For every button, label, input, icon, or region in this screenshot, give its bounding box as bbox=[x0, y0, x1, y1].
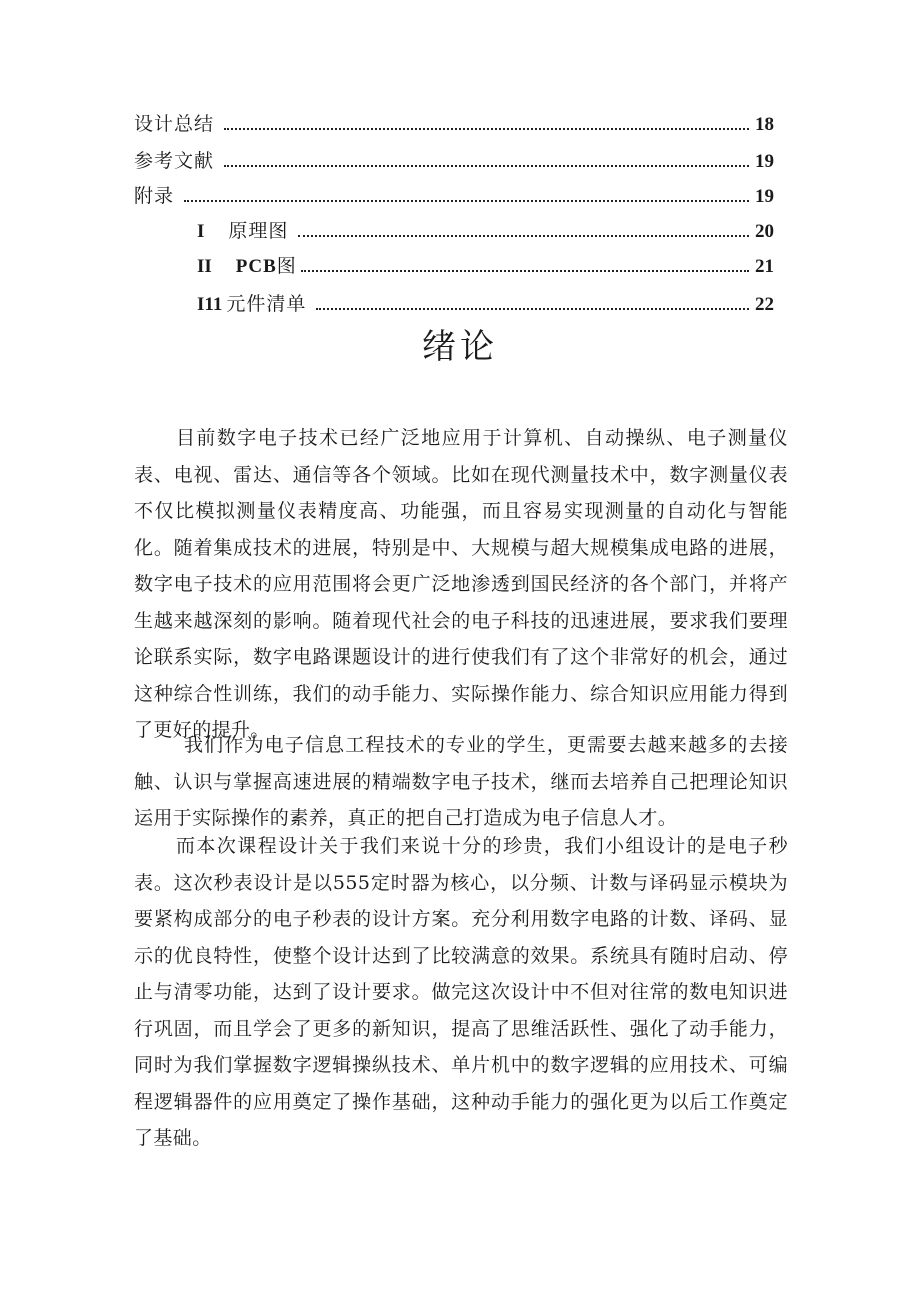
toc-sub-entry-page: 22 bbox=[755, 294, 774, 315]
toc-leader-dots bbox=[301, 270, 749, 272]
toc-entry-label: 附录 bbox=[134, 185, 175, 207]
toc-sub-entry-label-latin: PCB bbox=[235, 256, 277, 277]
toc-sub-entry-label: 原理图 bbox=[228, 220, 289, 242]
toc-sub-entry bbox=[197, 217, 774, 245]
toc-sub-entry-number: I11 bbox=[197, 294, 223, 315]
toc-sub-entry-label: 元件清单 bbox=[226, 293, 307, 315]
toc-entry-page: 19 bbox=[755, 186, 774, 207]
toc-entry-page: 19 bbox=[755, 151, 774, 172]
toc-leader-dots bbox=[224, 128, 749, 130]
toc-leader-dots bbox=[298, 235, 749, 237]
toc-entry-page: 18 bbox=[755, 114, 774, 135]
section-title: 绪论 bbox=[422, 327, 498, 367]
toc-leader-dots bbox=[224, 165, 749, 167]
toc-entry bbox=[134, 147, 774, 175]
body-paragraph: 我们作为电子信息工程技术的专业的学生，更需要去越来越多的去接触、认识与掌握高速进展的精端数字电子技术，继而去培养自己把理论知识运用于实际操作的素养，真正的把自己打造成为电子信息人才。 bbox=[134, 734, 788, 829]
toc-leader-dots bbox=[184, 200, 749, 202]
toc-sub-entry-label: 图 bbox=[276, 255, 297, 277]
toc-leader-dots bbox=[316, 308, 749, 310]
toc-entry-label: 设计总结 bbox=[134, 113, 215, 135]
toc-sub-entry-number: II bbox=[197, 256, 212, 277]
body-paragraph: 而本次课程设计关于我们来说十分的珍贵，我们小组设计的是电子秒表。这次秒表设计是以555定时器为核心，以分频、计数与译码显示模块为要紧构成部分的电子秒表的设计方案。充分利用数字电路的计数、译码、显示的优良特性，使整个设计达到了比较满意的效果。系统具有随时启动、停止与清零功能，达到了设计要求。做完这次设计中不但对往常的数电知识进行巩固，而且学会了更多的新知识，提高了思维活跃性、强化了动手能力，同时为我们掌握数字逻辑操纵技术、单片机中的数字逻辑的应用技术、可编程逻辑器件的应用奠定了操作基础，这种动手能力的强化更为以后工作奠定了基础。 bbox=[134, 835, 788, 1149]
toc-sub-entry-number: I bbox=[197, 221, 205, 242]
toc-sub-entry-page: 21 bbox=[755, 256, 774, 277]
toc-entry bbox=[134, 110, 774, 138]
toc-entry-label: 参考文献 bbox=[134, 150, 215, 172]
toc-sub-entry bbox=[197, 252, 774, 280]
toc-entry bbox=[134, 182, 774, 210]
toc-sub-entry bbox=[197, 290, 774, 318]
toc-sub-entry-page: 20 bbox=[755, 221, 774, 242]
body-paragraph: 目前数字电子技术已经广泛地应用于计算机、自动操纵、电子测量仪表、电视、雷达、通信等各个领域。比如在现代测量技术中，数字测量仪表不仅比模拟测量仪表精度高、功能强，而且容易实现测量的自动化与智能化。随着集成技术的进展，特别是中、大规模与超大规模集成电路的进展，数字电子技术的应用范围将会更广泛地渗透到国民经济的各个部门，并将产生越来越深刻的影响。随着现代社会的电子科技的迅速进展，要求我们要理论联系实际，数字电路课题设计的进行使我们有了这个非常好的机会，通过这种综合性训练，我们的动手能力、实际操作能力、综合知识应用能力得到了更好的提升。 bbox=[134, 427, 788, 741]
